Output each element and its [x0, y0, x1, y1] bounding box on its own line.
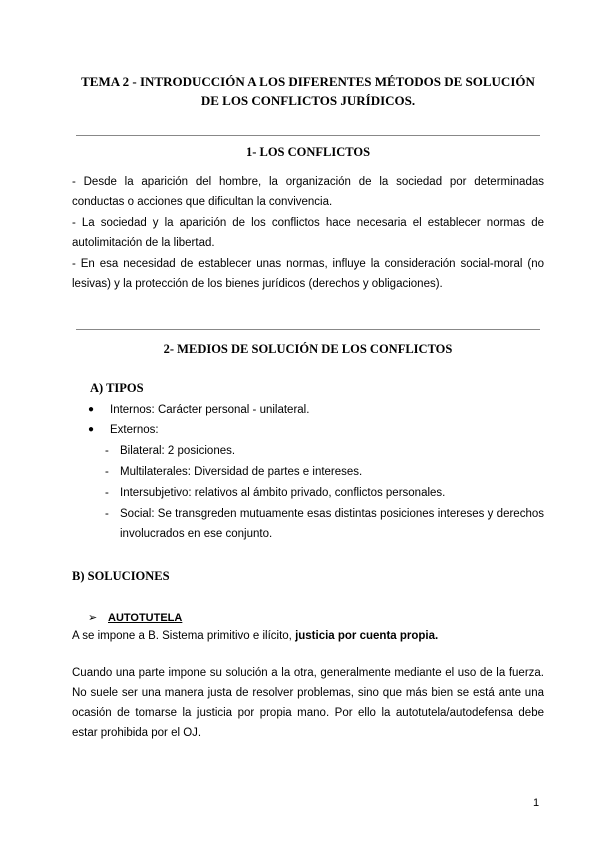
dash-text: Bilateral: 2 posiciones.: [120, 445, 236, 457]
dash-text: Intersubjetivo: relativos al ámbito privado, conflictos personales.: [120, 487, 446, 499]
autotutela-label: AUTOTUTELA: [108, 612, 183, 624]
soluciones-heading: B) SOLUCIONES: [72, 569, 170, 583]
bullet-text: Internos: Carácter personal - unilateral.: [110, 404, 310, 416]
autotutela-intro-bold: justicia por cuenta propia.: [295, 630, 439, 642]
arrow-bullet-icon: ➢: [88, 612, 98, 624]
divider-section-1: [76, 135, 540, 136]
autotutela-intro: [72, 626, 544, 646]
section-1-paragraph-3: - En esa necesidad de establecer unas normas, influye la consideración social-moral (no lesivas) y la protección de los bienes jurídicos (derechos y obligaciones).: [72, 258, 544, 290]
autotutela-paragraph: Cuando una parte impone su solución a la otra, generalmente mediante el uso de la fuerza. No suele ser una manera justa de resolver problemas, sino que más bien se está ante una ocasión de tomarse la justicia por propia mano. Por ello la autotutela/autodefensa debe estar prohibida por el OJ.: [72, 667, 544, 739]
section-2-heading: 2- MEDIOS DE SOLUCIÓN DE LOS CONFLICTOS: [163, 342, 453, 356]
page-number: 1: [533, 797, 540, 809]
document-title: [60, 72, 556, 110]
title-line-1: TEMA 2 - INTRODUCCIÓN A LOS DIFERENTES MÉTODOS DE SOLUCIÓN: [81, 74, 535, 89]
dash-mark: -: [105, 508, 109, 520]
section-1-heading: 1- LOS CONFLICTOS: [245, 145, 371, 159]
bullet-dot-icon: ●: [88, 424, 95, 435]
dash-text: Social: Se transgreden mutuamente esas distintas posiciones intereses y derechos involucrados en ese conjunto.: [120, 508, 544, 540]
dash-mark: -: [105, 466, 109, 478]
bullet-dot-icon: ●: [88, 404, 95, 415]
title-line-2: DE LOS CONFLICTOS JURÍDICOS.: [200, 93, 416, 108]
dash-mark: -: [105, 445, 109, 457]
section-1-paragraph-1: - Desde la aparición del hombre, la organización de la sociedad por determinadas conductas o acciones que dificultan la convivencia.: [72, 176, 544, 208]
tipos-heading: A) TIPOS: [90, 381, 144, 395]
bullet-text: Externos:: [110, 424, 159, 436]
dash-text: Multilaterales: Diversidad de partes e intereses.: [120, 466, 363, 478]
dash-mark: -: [105, 487, 109, 499]
section-1-paragraph-2: - La sociedad y la aparición de los conflictos hace necesaria el establecer normas de autolimitación de la libertad.: [72, 217, 544, 249]
autotutela-intro-text: A se impone a B. Sistema primitivo e ilícito,: [72, 630, 296, 642]
divider-section-2: [76, 329, 540, 330]
